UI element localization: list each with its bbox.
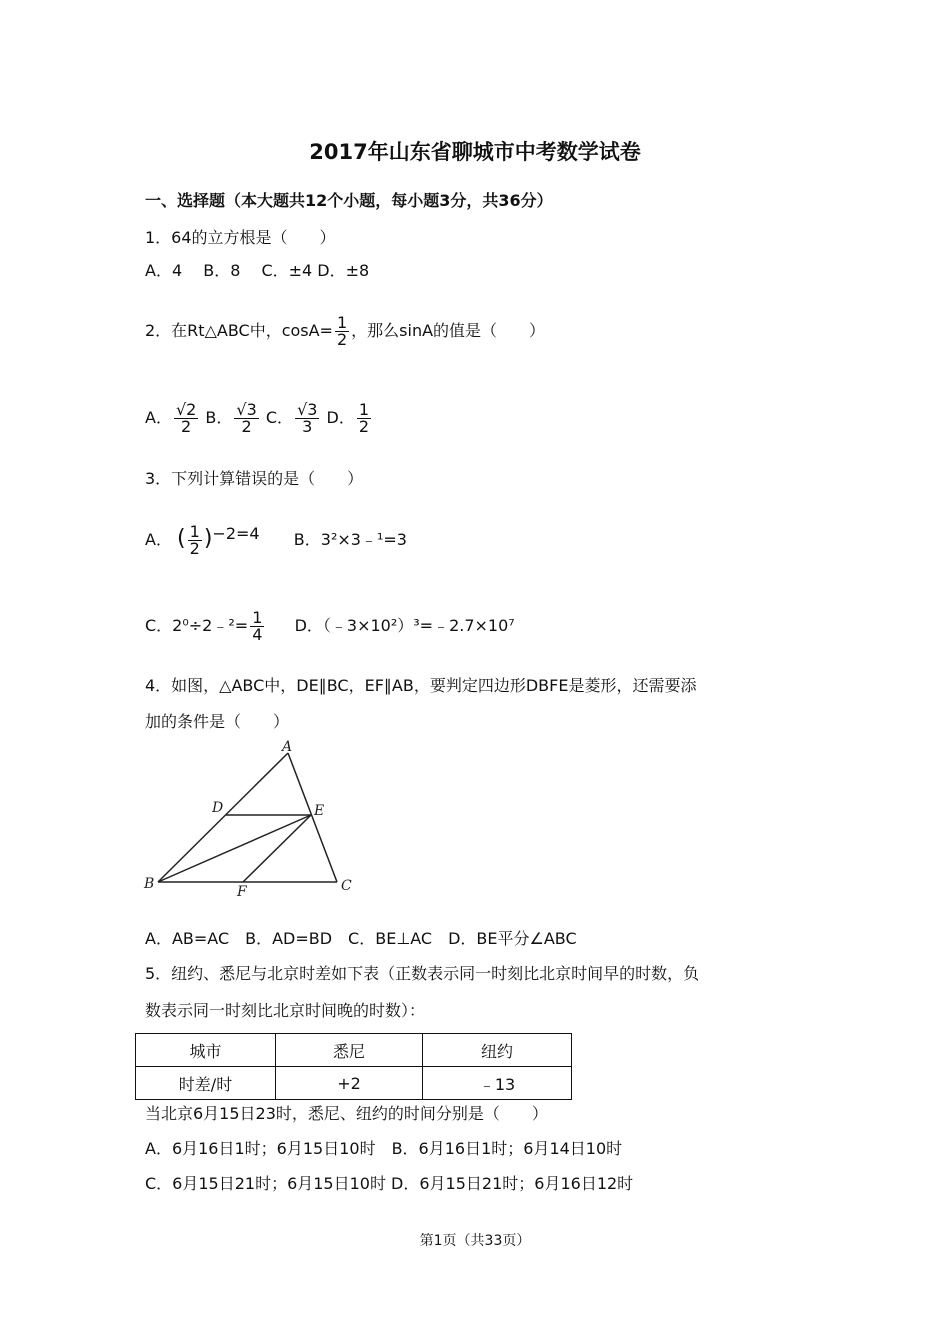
option-d: D．（﹣3×10²）³=﹣2.7×10⁷ (294, 616, 515, 635)
question-1-options: A．4 B．8 C．±4 D．±8 (145, 261, 370, 280)
page-footer: 第1页（共33页） (419, 1233, 531, 1249)
question-5-stem-line1: 5．纽约、悉尼与北京时差如下表（正数表示同一时刻比北京时间早的时数，负 (145, 964, 700, 983)
segment-ab (158, 753, 288, 882)
table-cell: 城市 (136, 1034, 276, 1067)
question-5-options-line1: A．6月16日1时；6月15日10时 B．6月16日1时；6月14日10时 (145, 1139, 623, 1158)
question-3-options-ab (145, 524, 407, 557)
question-4-options: A．AB=AC B．AD=BD C．BE⊥AC D．BE平分∠ABC (145, 929, 577, 948)
option-a-fraction: $\frac{1}{2}$ (189, 522, 200, 558)
fraction: $\frac{1}{2}$ (336, 313, 348, 349)
question-2-stem-end: ，那么sinA的值是（ ） (351, 321, 546, 340)
label-f: F (237, 884, 247, 898)
table-cell: 悉尼 (276, 1034, 423, 1067)
question-5-question: 当北京6月15日23时，悉尼、纽约的时间分别是（ ） (145, 1104, 548, 1123)
paren-open: ( (177, 526, 186, 551)
option-c-label: C．2⁰÷2﹣²= (145, 616, 249, 635)
label-a: A (282, 739, 293, 755)
table-header-row (136, 1034, 572, 1067)
table-row (136, 1067, 572, 1100)
question-3-options-cd (145, 610, 515, 643)
timezone-table (135, 1033, 572, 1100)
option-b-label: B． (205, 408, 233, 427)
question-5-options-line2: C．6月15日21时；6月15日10时 D．6月15日21时；6月16日12时 (145, 1174, 634, 1193)
segment-be (158, 815, 311, 882)
option-c-fraction: $\frac{1}{4}$ (252, 608, 263, 644)
option-a-label: A． (145, 530, 172, 549)
table-cell: ﹣13 (423, 1067, 572, 1100)
segment-ef (243, 815, 311, 882)
segment-ac (288, 753, 337, 882)
label-d: D (212, 800, 224, 816)
question-2-stem-start: 2．在Rt△ABC中，cosA= (145, 321, 333, 340)
option-c-fraction: $\frac{√3}{3}$ (297, 400, 318, 436)
question-4-stem-line1: 4．如图，△ABC中，DE∥BC，EF∥AB，要判定四边形DBFE是菱形，还需要添 (145, 676, 697, 695)
question-3-stem: 3．下列计算错误的是（ ） (145, 469, 364, 488)
option-a-label: A． (145, 408, 172, 427)
table-cell: +2 (276, 1067, 423, 1100)
question-2-options (145, 402, 373, 435)
question-4-stem-line2: 加的条件是（ ） (145, 712, 290, 731)
question-1-stem: 1．64的立方根是（ ） (145, 228, 336, 247)
question-2-stem (145, 315, 545, 348)
option-c-label: C． (265, 408, 294, 427)
paren-close: ) (203, 526, 213, 551)
label-c: C (341, 878, 352, 894)
option-d-fraction: $\frac{1}{2}$ (358, 400, 370, 436)
option-d-label: D． (326, 408, 355, 427)
option-a-fraction: $\frac{√2}{2}$ (175, 400, 197, 436)
label-b: B (144, 876, 155, 892)
label-e: E (314, 803, 325, 819)
table-cell: 纽约 (423, 1034, 572, 1067)
option-b: B．3²×3﹣¹=3 (293, 530, 407, 549)
triangle-figure (140, 738, 370, 898)
question-5-stem-line2: 数表示同一时刻比北京时间晚的时数）： (145, 1001, 426, 1020)
option-b-fraction: $\frac{√3}{2}$ (236, 400, 257, 436)
page-title: 2017年山东省聊城市中考数学试卷 (309, 140, 641, 164)
option-a-result: −2=4 (212, 524, 260, 543)
table-cell: 时差/时 (136, 1067, 276, 1100)
section-heading: 一、选择题（本大题共12个小题，每小题3分，共36分） (145, 191, 553, 210)
